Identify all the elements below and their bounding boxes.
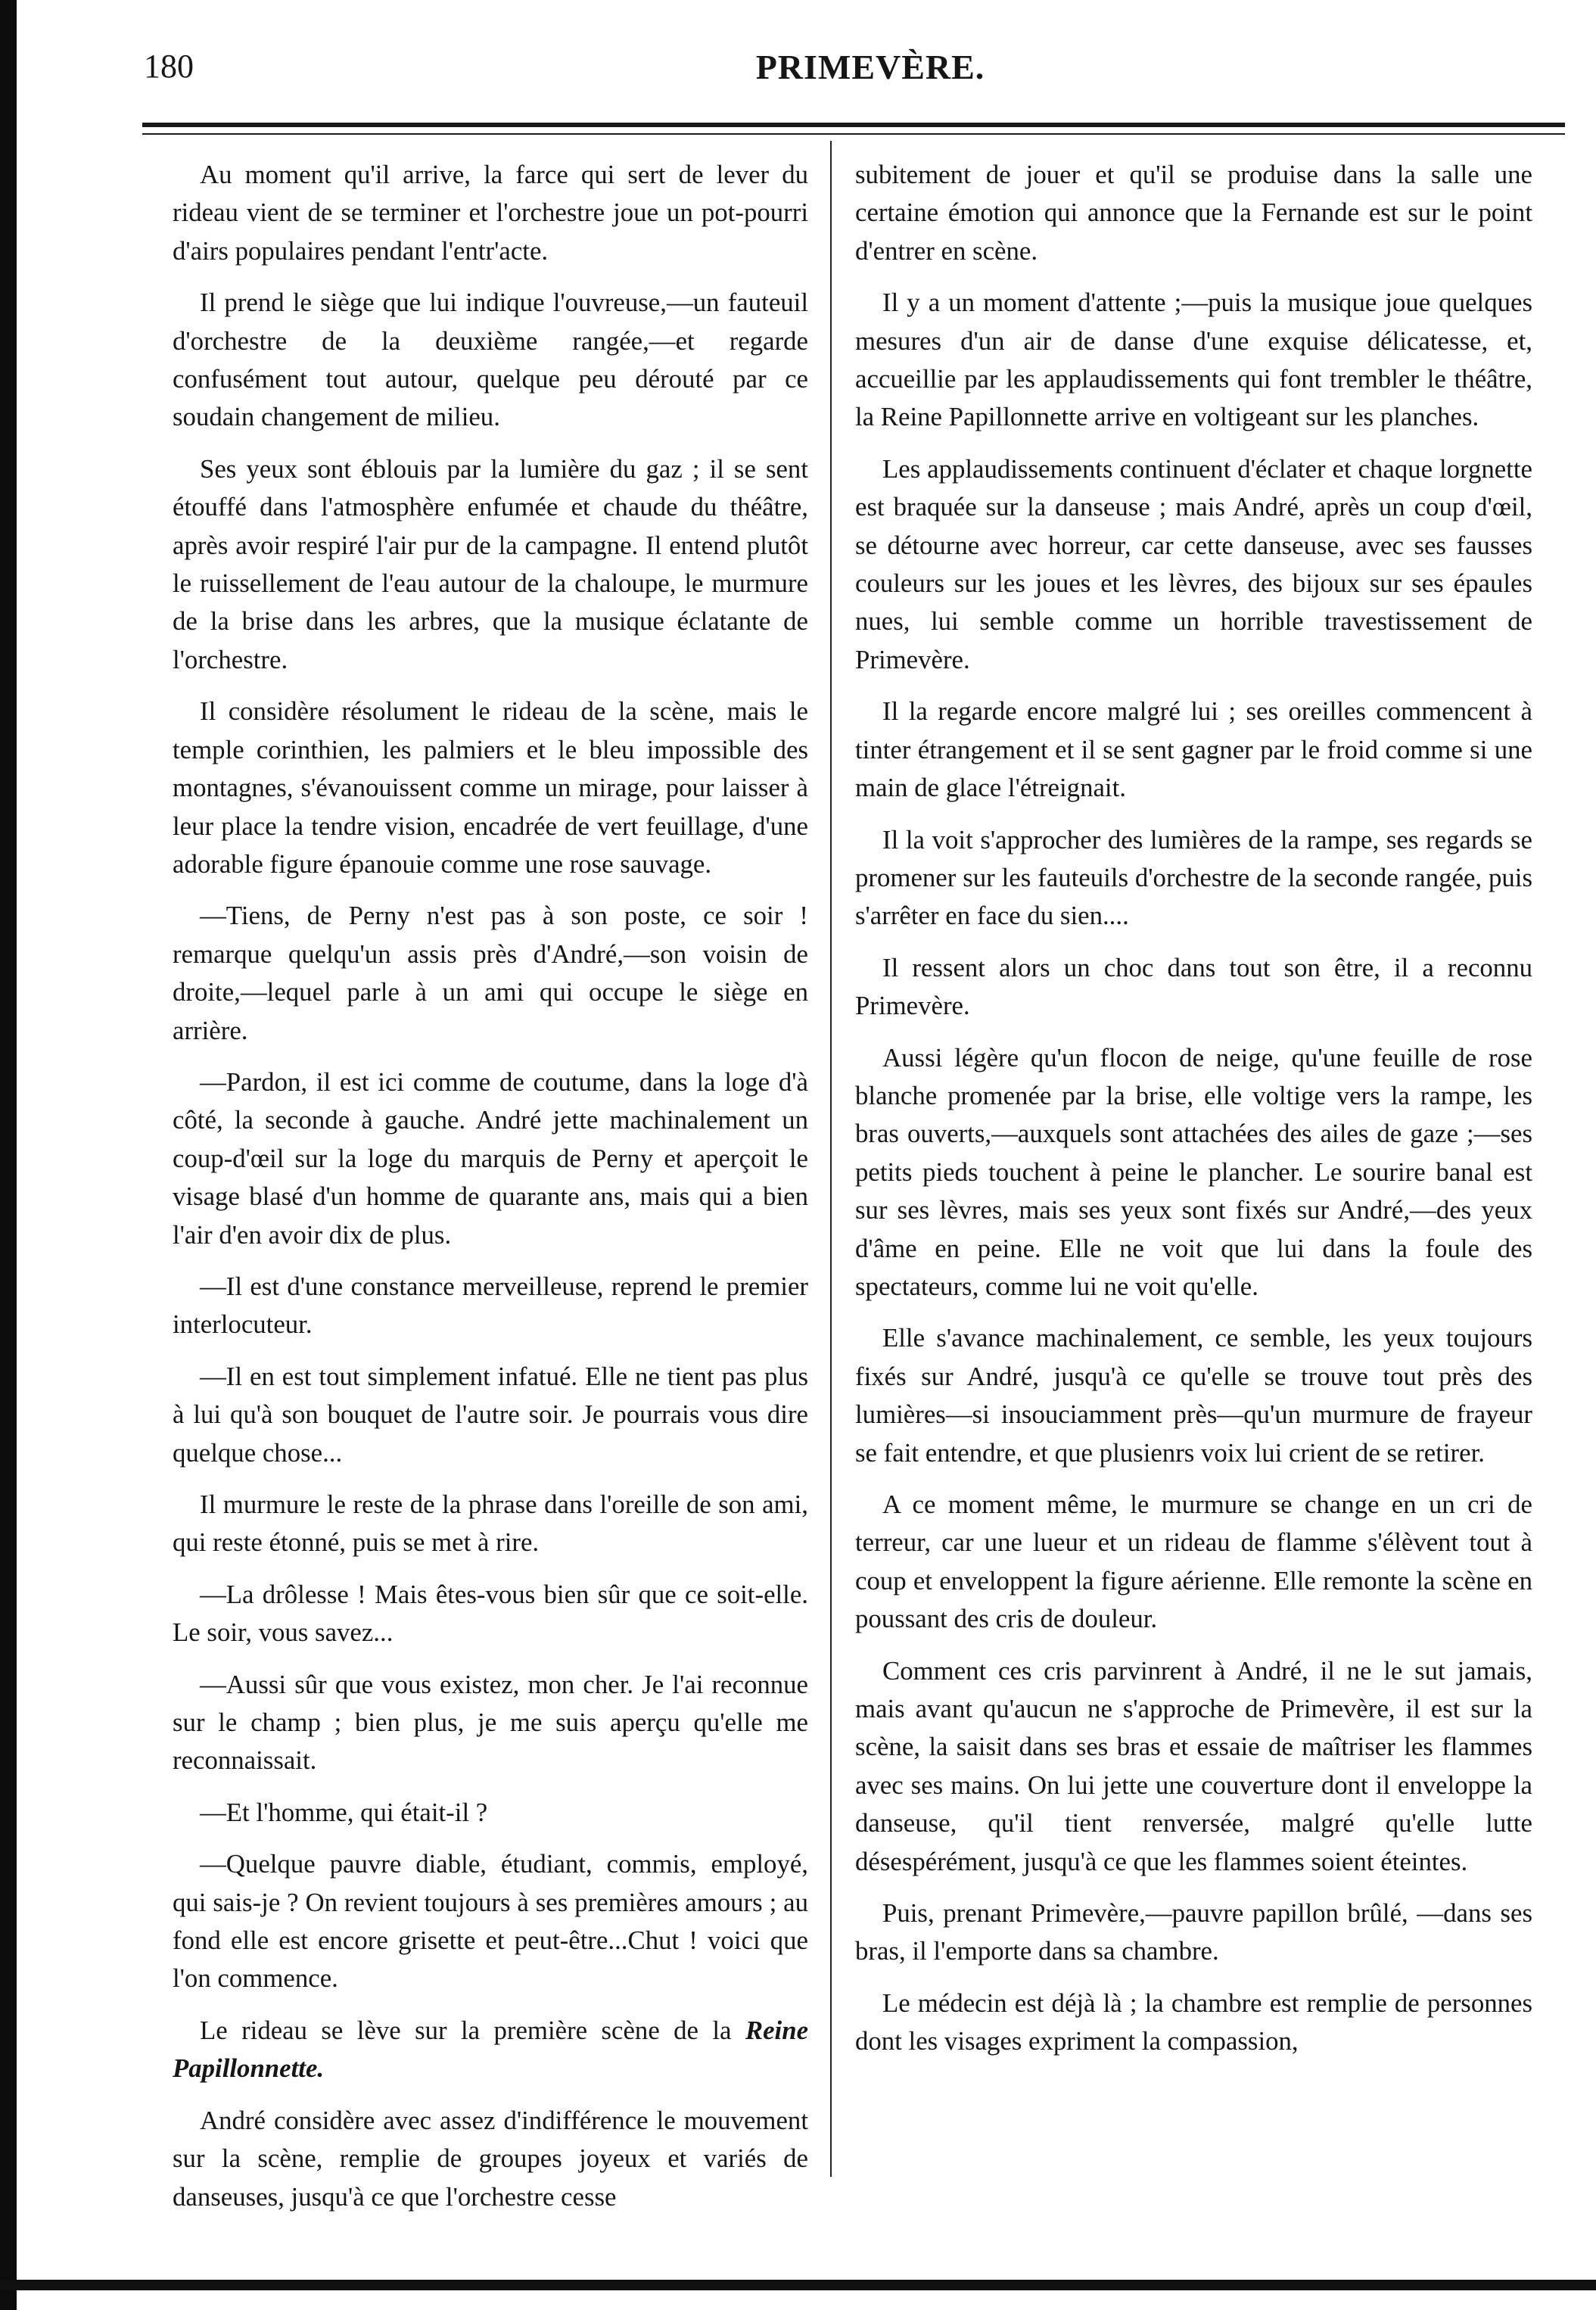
column-divider — [830, 141, 832, 2177]
page-binding-edge — [0, 0, 17, 2310]
right-column — [855, 156, 1532, 2075]
dialogue-paragraph: —Aussi sûr que vous existez, mon cher. Je l'ai reconnue sur le champ ; bien plus, je me suis aperçu qu'elle me reconnaissait. — [173, 1669, 808, 1776]
paragraph: Au moment qu'il arrive, la farce qui sert de lever du rideau vient de se terminer et l'orchestre joue un pot-pourri d'airs populaires pendant l'entr'acte. — [173, 160, 808, 266]
page-number: 180 — [144, 48, 194, 85]
running-title: PRIMEVÈRE. — [755, 48, 985, 86]
header-rule-thin — [142, 133, 1565, 135]
paragraph: Elle s'avance machinalement, ce semble, les yeux toujours fixés sur André, jusqu'à ce qu'elle se trouve tout près des lumières—si insouciamment près—qu'un murmure de frayeur se fait entendre, et que plusienrs voix lui crient de se retirer. — [855, 1323, 1532, 1468]
paragraph: Il murmure le reste de la phrase dans l'oreille de son ami, qui reste étonné, puis se met à rire. — [173, 1490, 808, 1558]
paragraph: Comment ces cris parvinrent à André, il ne le sut jamais, mais avant qu'aucun ne s'approche de Primevère, il est sur la scène, la saisit dans ses bras et essaie de maîtriser les flammes avec ses mains. On lui jette une couverture dont il enveloppe la danseuse, qu'il tient renversée, malgré qu'elle lutte désespérément, jusqu'à ce que les flammes soient éteintes. — [855, 1655, 1532, 1876]
paragraph: Il y a un moment d'attente ;—puis la musique joue quelques mesures d'un air de danse d'une exquise délicatesse, et, accueillie par les applaudissements qui font trembler le théâtre, la Reine Papillonnette arrive en voltigeant sur les planches. — [855, 288, 1532, 432]
paragraph: Il considère résolument le rideau de la scène, mais le temple corinthien, les palmiers et le bleu impossible des montagnes, s'évanouissent comme un mirage, pour laisser à leur place la tendre vision, encadrée de vert feuillage, d'une adorable figure épanouie comme une rose sauvage. — [173, 696, 808, 879]
paragraph: Il ressent alors un choc dans tout son être, il a reconnu Primevère. — [855, 952, 1532, 1021]
footer-rule — [0, 2280, 1596, 2290]
paragraph-text: Le rideau se lève sur la première scène de la — [200, 2015, 732, 2045]
paragraph: A ce moment même, le murmure se change en un cri de terreur, car une lueur et un rideau de flamme s'élèvent tout à coup et enveloppent la figure aérienne. Elle remonte la scène en poussant des cris de douleur. — [855, 1490, 1532, 1634]
paragraph: Aussi légère qu'un flocon de neige, qu'une feuille de rose blanche promenée par la brise, elle voltige vers la rampe, les bras ouverts,—auxquels sont attachées des ailes de gaze ;—ses petits pieds touchent à peine le plancher. Le sourire banal est sur ses lèvres, mais ses yeux sont fixés sur André,—des yeux d'âme en peine. Elle ne voit que lui dans la foule des spectateurs, comme lui ne voit qu'elle. — [855, 1042, 1532, 1301]
paragraph: Le médecin est déjà là ; la chambre est remplie de personnes dont les visages expriment la compassion, — [855, 1988, 1532, 2056]
dialogue-paragraph: —Il est d'une constance merveilleuse, reprend le premier interlocuteur. — [173, 1271, 808, 1340]
dialogue-paragraph: —La drôlesse ! Mais êtes-vous bien sûr que ce soit-elle. Le soir, vous savez... — [173, 1579, 808, 1648]
work-title: Reine Papillonnette. — [173, 2015, 809, 2084]
header-rule — [142, 123, 1565, 127]
continued-paragraph: subitement de jouer et qu'il se produise dans la salle une certaine émotion qui annonce que la Fernande est sur le point d'entrer en scène. — [855, 160, 1532, 266]
left-column — [173, 156, 808, 2230]
paragraph: Il la voit s'approcher des lumières de la rampe, ses regards se promener sur les fauteuils d'orchestre de la seconde rangée, puis s'arrêter en face du sien.... — [855, 824, 1532, 931]
dialogue-paragraph: —Il en est tout simplement infatué. Elle ne tient pas plus à lui qu'à son bouquet de l'autre soir. Je pourrais vous dire quelque chose... — [173, 1361, 808, 1468]
paragraph: Il la regarde encore malgré lui ; ses oreilles commencent à tinter étrangement et il se sent gagner par le froid comme si une main de glace l'étreignait. — [855, 696, 1532, 803]
paragraph: Il prend le siège que lui indique l'ouvreuse,—un fauteuil d'orchestre de la deuxième rangée,—et regarde confusément tout autour, quelque peu dérouté par ce soudain changement de milieu. — [173, 288, 808, 432]
paragraph: Les applaudissements continuent d'éclater et chaque lorgnette est braquée sur la danseuse ; mais André, après un coup d'œil, se détourne avec horreur, car cette danseuse, avec ses fausses couleurs sur les joues et les lèvres, des bijoux sur ses épaules nues, lui semble comme un horrible travestissement de Primevère. — [855, 453, 1532, 674]
paragraph: André considère avec assez d'indifférence le mouvement sur la scène, remplie de groupes joyeux et variés de danseuses, jusqu'à ce que l'orchestre cesse — [173, 2105, 808, 2212]
dialogue-paragraph: —Quelque pauvre diable, étudiant, commis, employé, qui sais-je ? On revient toujours à ses premières amours ; au fond elle est encore grisette et peut-être...Chut ! voici que l'on commence. — [173, 1849, 808, 1994]
dialogue-paragraph: —Tiens, de Perny n'est pas à son poste, ce soir ! remarque quelqu'un assis près d'André,—son voisin de droite,—lequel parle à un ami qui occupe le siège en arrière. — [173, 901, 808, 1045]
dialogue-paragraph: —Pardon, il est ici comme de coutume, dans la loge d'à côté, la seconde à gauche. André jette machinalement un coup-d'œil sur la loge du marquis de Perny et aperçoit le visage blasé d'un homme de quarante ans, mais qui a bien l'air d'en avoir dix de plus. — [173, 1066, 808, 1250]
dialogue-paragraph: —Et l'homme, qui était-il ? — [200, 1797, 488, 1827]
paragraph: Ses yeux sont éblouis par la lumière du gaz ; il se sent étouffé dans l'atmosphère enfumée et chaude du théâtre, après avoir respiré l'air pur de la campagne. Il entend plutôt le ruissellement de l'eau autour de la chaloupe, le murmure de la brise dans les arbres, que la musique éclatante de l'orchestre. — [173, 453, 808, 674]
paragraph-with-title — [173, 2012, 808, 2088]
paragraph: Puis, prenant Primevère,—pauvre papillon brûlé, —dans ses bras, il l'emporte dans sa chambre. — [855, 1898, 1532, 1966]
